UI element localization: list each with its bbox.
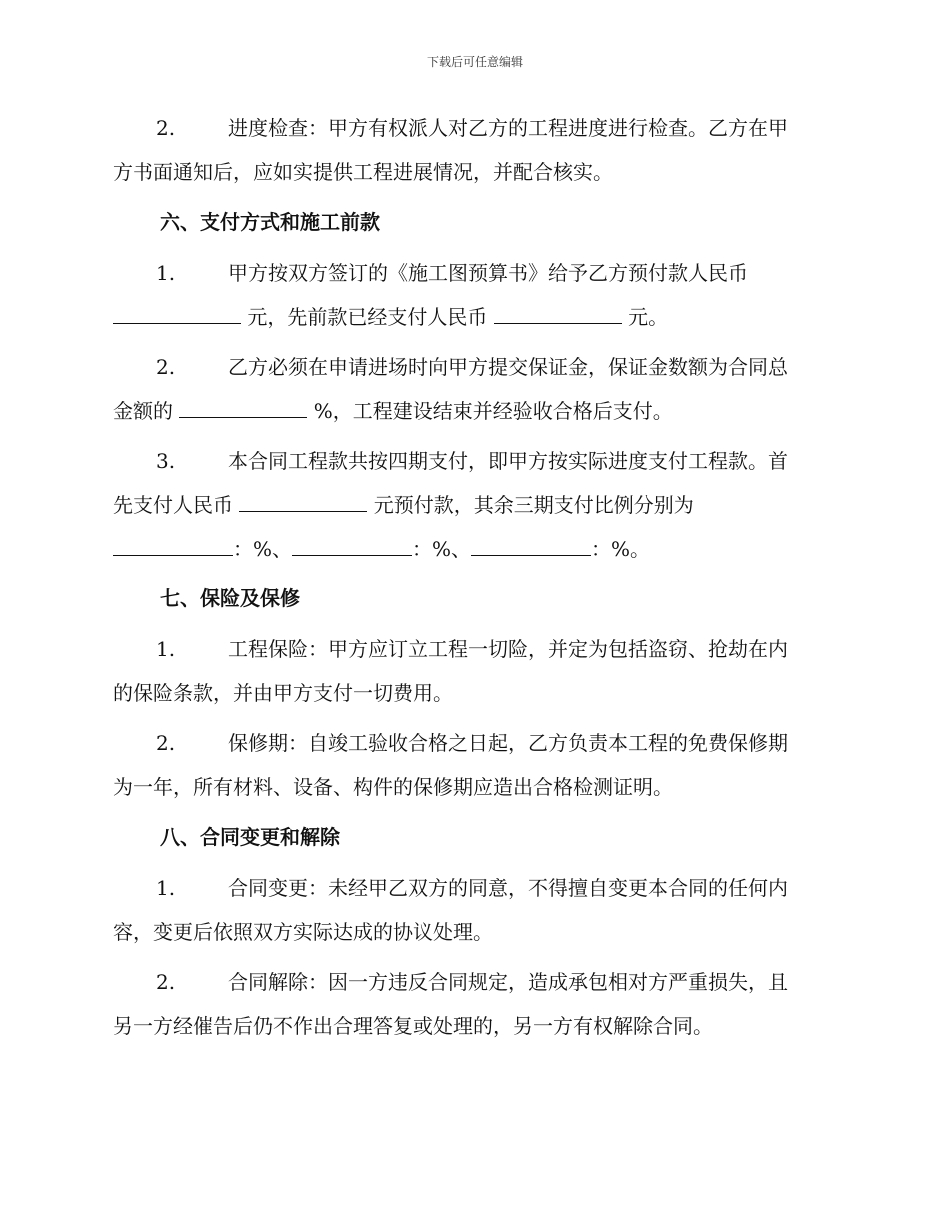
blank-line xyxy=(113,531,233,556)
section-heading-6: 六、支付方式和施工前款 xyxy=(160,210,380,234)
clause-7-2 xyxy=(113,721,833,809)
clause-number: 1. xyxy=(156,876,176,900)
clause-number: 3. xyxy=(156,449,176,473)
blank-line xyxy=(494,299,622,324)
clause-text: %，工程建设结束并经验收合格后支付。 xyxy=(313,399,673,423)
clause-8-2 xyxy=(113,960,833,1048)
clause-text: 的保险条款，并由甲方支付一切费用。 xyxy=(113,681,453,705)
page-header: 下载后可任意编辑 xyxy=(426,55,523,69)
clause-text: 甲方按双方签订的《施工图预算书》给予乙方预付款人民币 xyxy=(228,261,748,285)
clause-text: 合同解除：因一方违反合同规定，造成承包相对方严重损失，且 xyxy=(228,970,788,994)
blank-line xyxy=(239,487,367,512)
clause-text: ：%、 xyxy=(412,537,472,561)
clause-text: 乙方必须在申请进场时向甲方提交保证金，保证金数额为合同总 xyxy=(228,355,788,379)
section-heading-8: 八、合同变更和解除 xyxy=(160,825,340,849)
clause-number: 2. xyxy=(156,970,176,994)
clause-text: 金额的 xyxy=(113,399,173,423)
blank-line xyxy=(179,393,307,418)
clause-text: 合同变更：未经甲乙双方的同意，不得擅自变更本合同的任何内 xyxy=(228,876,788,900)
clause-number: 1. xyxy=(156,261,176,285)
clause-text: 元预付款，其余三期支付比例分别为 xyxy=(373,493,694,517)
clause-text: 保修期：自竣工验收合格之日起，乙方负责本工程的免费保修期 xyxy=(228,731,788,755)
clause-number: 2. xyxy=(156,116,176,140)
clause-text: 本合同工程款共按四期支付，即甲方按实际进度支付工程款。首 xyxy=(228,449,788,473)
clause-text: 另一方经催告后仍不作出合理答复或处理的，另一方有权解除合同。 xyxy=(113,1014,713,1038)
clause-text: ：%、 xyxy=(233,537,293,561)
clause-number: 1. xyxy=(156,637,176,661)
blank-line xyxy=(471,531,591,556)
clause-number: 2. xyxy=(156,731,176,755)
section-heading-7: 七、保险及保修 xyxy=(160,586,300,610)
blank-line xyxy=(113,299,241,324)
clause-text: ：%。 xyxy=(591,537,651,561)
blank-line xyxy=(292,531,412,556)
clause-6-2 xyxy=(113,345,833,433)
clause-text: 为一年，所有材料、设备、构件的保修期应造出合格检测证明。 xyxy=(113,775,673,799)
clause-text: 先支付人民币 xyxy=(113,493,233,517)
clause-text: 元，先前款已经支付人民币 xyxy=(247,305,488,329)
clause-text: 方书面通知后，应如实提供工程进展情况，并配合核实。 xyxy=(113,160,613,184)
clause-text: 工程保险：甲方应订立工程一切险，并定为包括盗窃、抢劫在内 xyxy=(228,637,788,661)
clause-number: 2. xyxy=(156,355,176,379)
clause-text: 进度检查：甲方有权派人对乙方的工程进度进行检查。乙方在甲 xyxy=(228,116,788,140)
clause-text: 元。 xyxy=(628,305,669,329)
clause-text: 容，变更后依照双方实际达成的协议处理。 xyxy=(113,920,493,944)
clause-7-1 xyxy=(113,627,833,715)
clause-6-3 xyxy=(113,439,833,571)
clause-progress-check xyxy=(113,106,833,194)
clause-8-1 xyxy=(113,866,833,954)
clause-6-1 xyxy=(113,251,833,339)
